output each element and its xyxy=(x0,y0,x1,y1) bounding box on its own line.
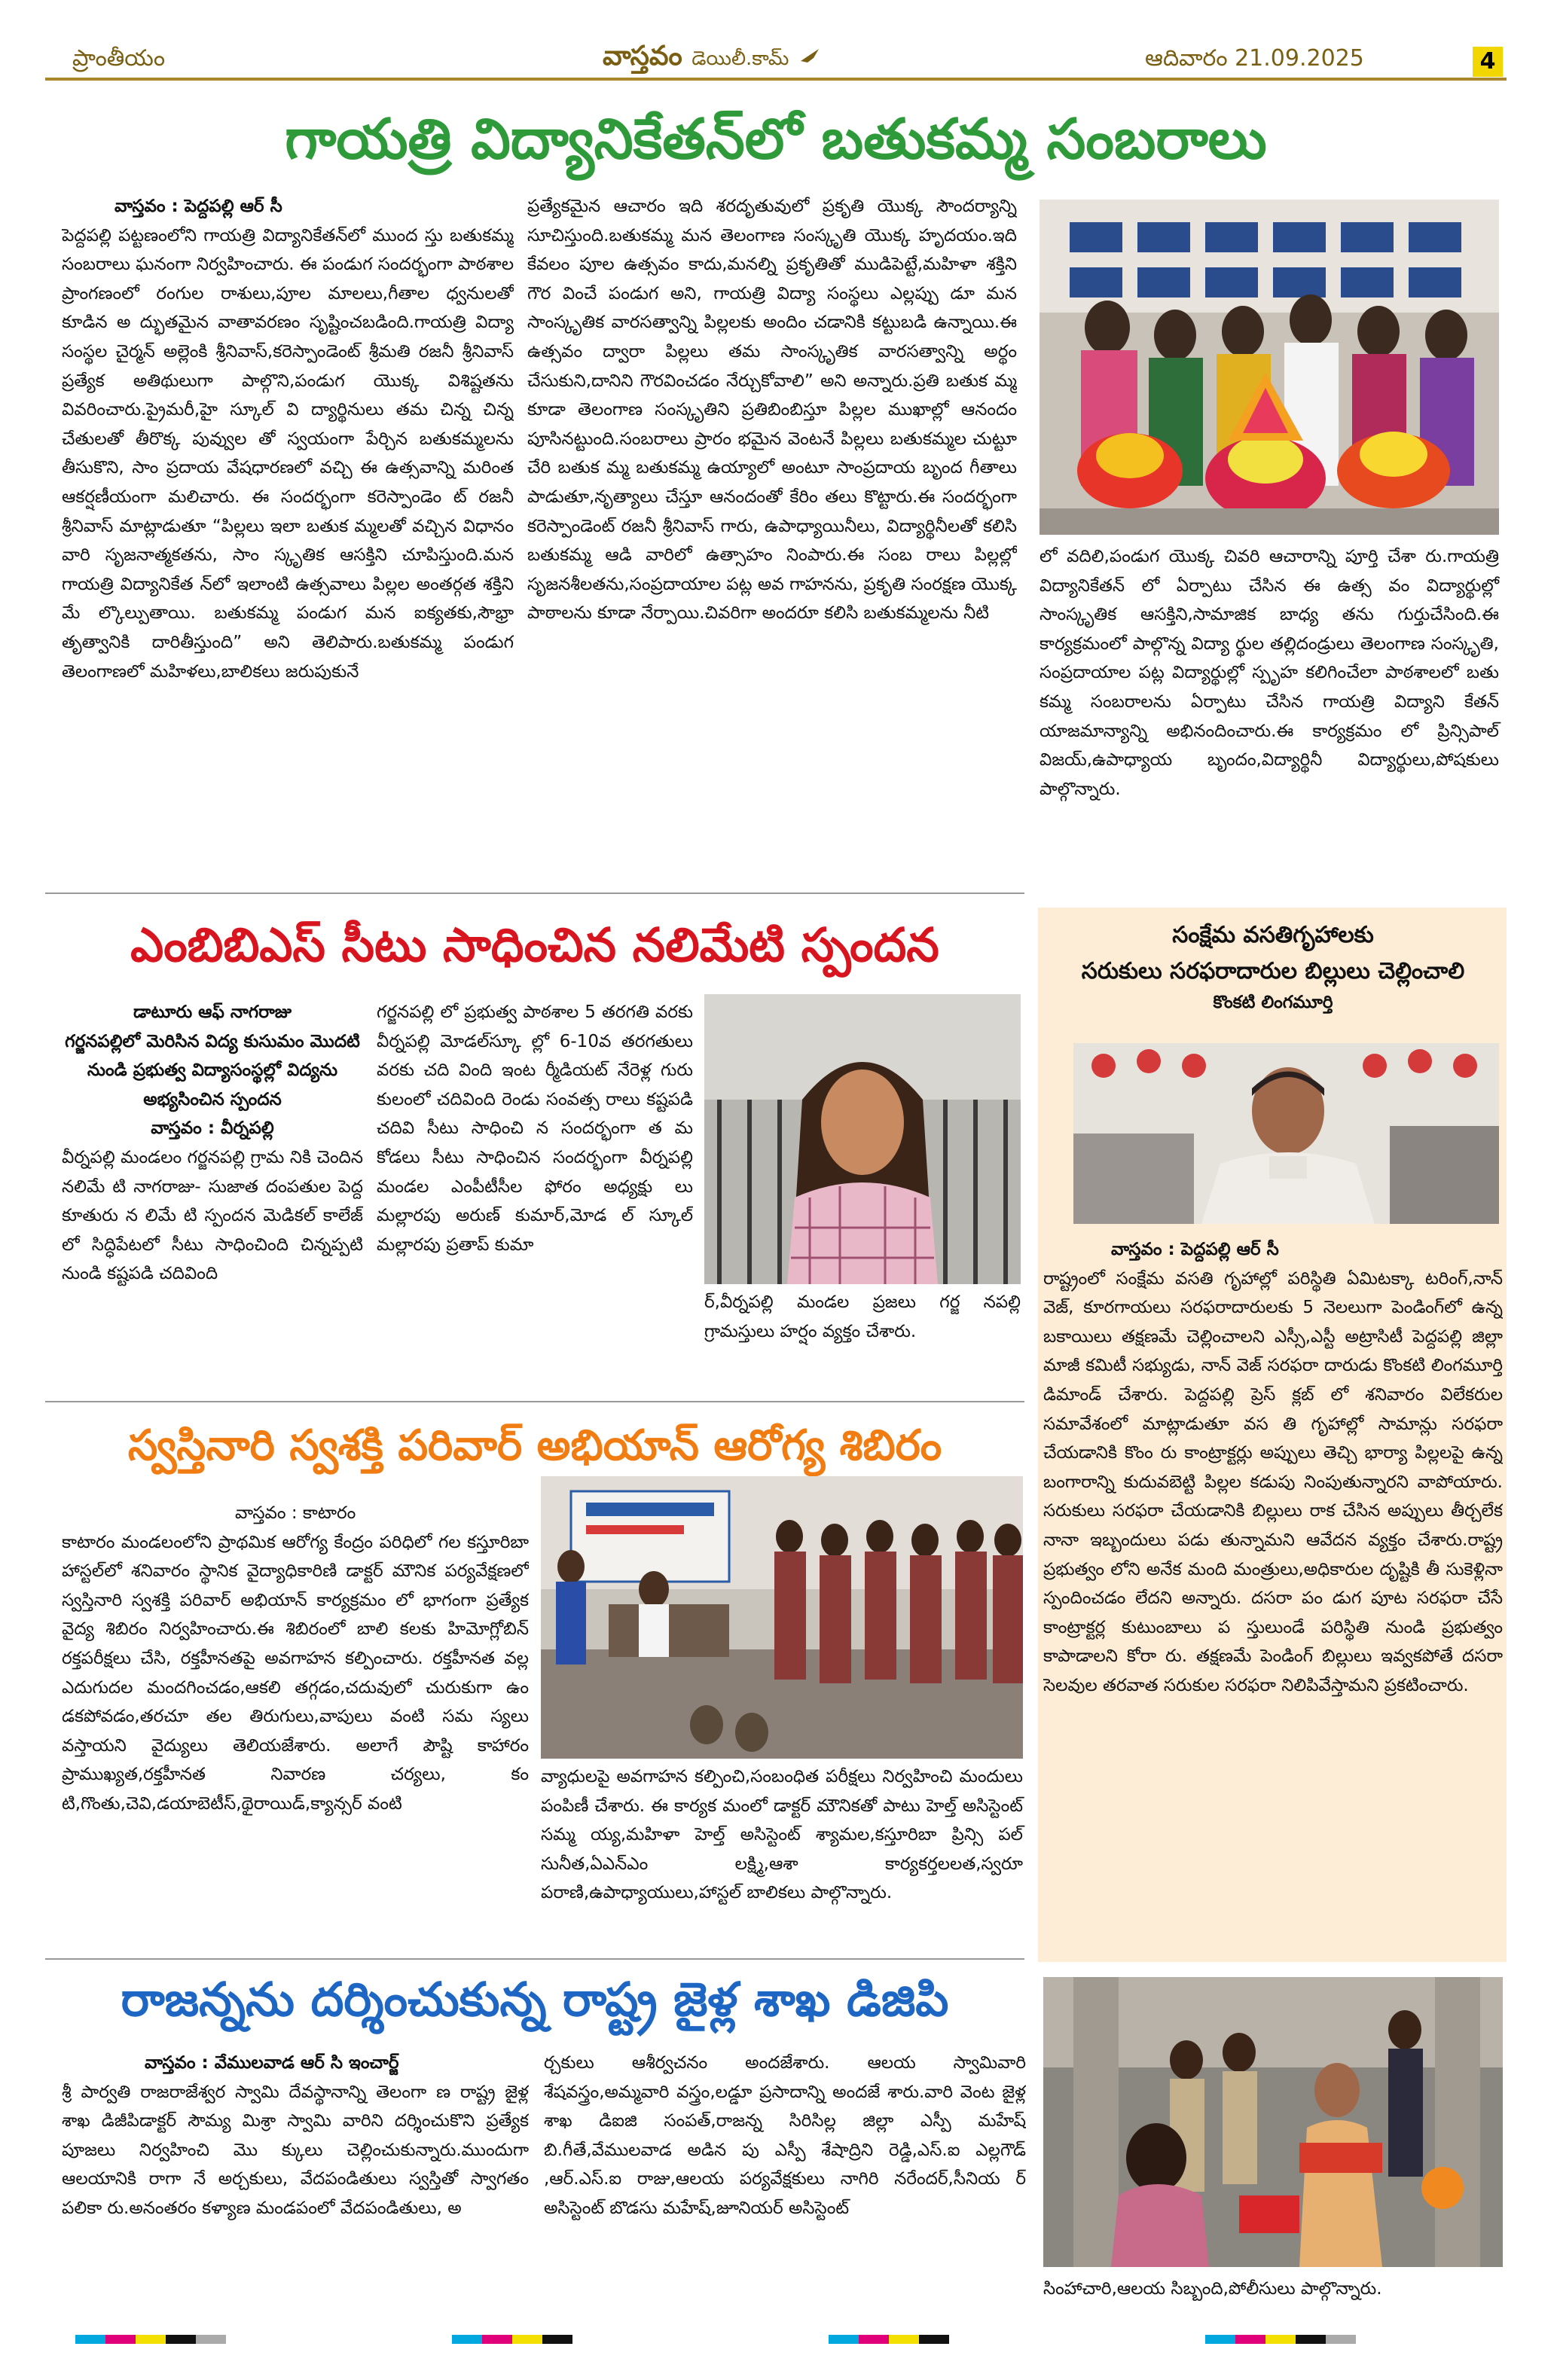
sidebar-byline: వాస్తవం : పెద్దపల్లి ఆర్ సీ xyxy=(1111,1240,1279,1259)
paper-suffix: డెయిలీ.కామ్ xyxy=(691,47,789,70)
story2-text-2: గర్జనపల్లి లో ప్రభుత్వ పాఠశాల 5 తరగతి వరకు వీర్నపల్లి మోడల్‌స్కూ ల్లో 6-10వ తరగతులు వరకు చది వింది ఇంట ర్మీడియట్ నేరెళ్ల గురు కులంలో చదివింది రెండు సంవత్స రాలు కష్టపడి చదివి సీటు సాధించి న సందర్భంగా త మ కోడలు సీటు సాధించిన సందర్భంగా వీర్నపల్లి మండల ఎంపీటీసీల ఫోరం అధ్యక్షు లు మల్లారపు అరుణ్ కుమార్,మోడ ల్ స్కూల్ మల్లారపు ప్రతాప్ కుమా xyxy=(377,1002,693,1255)
health-camp-photo xyxy=(541,1476,1023,1759)
story1-headline: గాయత్రి విద్యానికేతన్‌లో బతుకమ్మ సంబరాలు xyxy=(285,107,1267,172)
story4-text-1: శ్రీ పార్వతి రాజరాజేశ్వర స్వామి దేవస్థానాన్ని తెలంగా ణ రాష్ట్ర జైళ్ల శాఖ డిజీపిడాక్టర్ సౌమ్య మిశ్రా స్వామి వారిని దర్శించుకొని ప్రత్యేక పూజలు నిర్వహించి మొ క్కులు చెల్లించుకున్నారు.ముందుగా ఆలయానికి రాగా నే అర్చకులు, వేదపండితులు స్వస్తితో స్వాగతం పలికా రు.అనంతరం కళ్యాణ మండపంలో వేదపండితులు, అ xyxy=(62,2082,529,2218)
divider xyxy=(45,1401,1024,1402)
story3-continued: వ్యాధులపై అవగాహన కల్పించి,సంబంధిత పరీక్షలు నిర్వహించి మందులు పంపిణీ చేశారు. ఈ కార్యక మంలో డాక్టర్ మౌనికతో పాటు హెల్త్ అసిస్టెంట్ సమ్మ య్య,మహిళా హెల్త్ అసిస్టెంట్ శ్యామల,కస్తూరిబా ప్రిన్సి పల్ సునీత,ఏఎన్ఎం లక్ష్మి,ఆశా కార్యకర్తలలత,స్వరూ పరాణి,ఉపాధ్యాయులు,హాస్టల్ బాలికలు పాల్గొన్నారు. xyxy=(541,1767,1023,1903)
divider xyxy=(45,892,1024,894)
story4-text-2: ర్చకులు ఆశీర్వచనం అందజేశారు. ఆలయ స్వామివారి శేషవస్త్రం,అమ్మవారి వస్త్రం,లడ్డూ ప్రసాదాన్ని అందజే శారు.వారి వెంట జైళ్ల శాఖ డిఐజి సంపత్,రాజన్న సిరిసిల్ల జిల్లా ఎస్పీ మహేష్ బి.గీతే,వేములవాడ అడిన పు ఎస్పీ శేషాద్రిని రెడ్డి,ఎస్.ఐ ఎల్లగౌడ్ ,ఆర్.ఎస్.ఐ రాజు,ఆలయ పర్యవేక్షకులు నాగిరి నరేందర్,సీనియ ర్ అసిస్టెంట్ బొడసు మహేష్,జూనియర్ అసిస్టెంట్ xyxy=(544,2053,1026,2218)
story1-text-2: ప్రత్యేకమైన ఆచారం ఇది శరదృతువులో ప్రకృతి యొక్క సౌందర్యాన్ని సూచిస్తుంది.బతుకమ్మ మన తెలంగాణ సంస్కృతి యొక్క హృదయం.ఇది కేవలం పూల ఉత్సవం కాదు,మనల్ని ప్రకృతితో ముడిపెట్టే,మహిళా శక్తిని గౌర వించే పండుగ అని, గాయత్రి విద్యా సంస్థలు ఎల్లప్పు డూ మన సాంస్కృతిక వారసత్వాన్ని పిల్లలకు అందిం చడానికి కట్టుబడి ఉన్నాయి.ఈ ఉత్సవం ద్వారా పిల్లలు తమ సాంస్కృతిక వారసత్వాన్ని అర్థం చేసుకుని,దానిని గౌరవించడం నేర్చుకోవాలి” అని అన్నారు.ప్రతి బతుక మ్మ కూడా తెలంగాణ సంస్కృతిని ప్రతిబింబిస్తూ పిల్లల ముఖాల్లో ఆనందం పూసినట్టుంది.సంబరాలు ప్రారం భమైన వెంటనే పిల్లలు బతుకమ్మల చుట్టూ చేరి బతుక మ్మ బతుకమ్మ ఉయ్యాలో అంటూ సాంప్రదాయ బృంద గీతాలు పాడుతూ,నృత్యాలు చేస్తూ ఆనందంతో కేరిం తలు కొట్టారు.ఈ సందర్భంగా కరెస్పాండెంట్ రజనీ శ్రీనివాస్ గారు, ఉపాధ్యాయినీలు, విద్యార్థినీలతో కలిసి బతుకమ్మ ఆడి వారిలో ఉత్సాహం నింపారు.ఈ సంబ రాలు పిల్లల్లో సృజనశీలతను,సంప్రదాయాల పట్ల అవ గాహనను, ప్రకృతి సంరక్షణ యొక్క పాఠాలను కూడా నేర్పాయి.చివరిగా అందరూ కలిసి బతుకమ్మలను నీటి xyxy=(527,197,1017,624)
story4-continued: సింహాచారి,ఆలయ సిబ్బంది,పోలీసులు పాల్గొన్నారు. xyxy=(1043,2279,1382,2299)
story3-column-1 xyxy=(62,1499,529,1951)
story2-text-1: వీర్నపల్లి మండలం గర్జనపల్లి గ్రామ నికి చెందిన నలిమే టి నాగరాజు- సుజాత దంపతుల పెద్ద కూతురు న లిమే టి స్పందన మెడికల్ కాలేజ్ లో సిద్ధిపేటలో సీటు సాధించింది చిన్నప్పటి నుండి కష్టపడి చదివింది xyxy=(62,1147,363,1284)
story3-byline: వాస్తవం : కాటారం xyxy=(235,1503,356,1523)
sidebar-text: రాష్ట్రంలో సంక్షేమ వసతి గృహాల్లో పరిస్థితి ఏమిటక్కా టరింగ్,నాన్ వెజ్, కూరగాయలు సరఫరాదారులకు 5 నెలలుగా పెండింగ్‌లో ఉన్న బకాయిలు తక్షణమే చెల్లించాలని ఎస్సీ,ఎస్టీ అట్రాసిటీ పెద్దపల్లి జిల్లా మాజీ కమిటీ సభ్యుడు, నాన్ వెజ్ సరఫరా దారుడు కొంకటి లింగమూర్తి డిమాండ్ చేశారు. పెద్దపల్లి ప్రెస్ క్లబ్ లో శనివారం విలేకరుల సమావేశంలో మాట్లాడుతూ వస తి గృహాల్లో సామాన్లు సరఫరా చేయడానికి కొంం రు కాంట్రాక్టర్లు అప్పులు తెచ్చి భార్యా పిల్లలపై ఉన్న బంగారాన్ని కుదువబెట్టి పిల్లల కడుపు నింపుతున్నారని వాపోయారు. సరుకులు సరఫరా చేయడానికి బిల్లులు రాక చేసిన అప్పులు తీర్చలేక నానా ఇబ్బందులు పడు తున్నామని ఆవేదన వ్యక్తం చేశారు.రాష్ట్ర ప్రభుత్వం లోని అనేక మంది మంత్రులు,అధికారుల దృష్టికి తీ సుకెళ్లినా స్పందించడం లేదని అన్నారు. దసరా పం డుగ పూట సరఫరా చేసే కాంట్రాక్టర్ల కుటుంబాలు ప స్తులుండే పరిస్థితి నుండి ప్రభుత్వం కాపాడాలని కోరా రు. తక్షణమే పెండింగ్ బిల్లులు ఇవ్వకపోతే దసరా సెలవుల తరవాత సరుకుల సరఫరా నిలిపివేస్తామని ప్రకటించారు. xyxy=(1043,1268,1503,1695)
story4-column-2 xyxy=(544,2049,1026,2320)
story2-headline: ఎంబిబిఎస్ సీటు సాధించిన నలిమేటి స్పందన xyxy=(130,917,939,972)
story2-column-2 xyxy=(377,998,693,1390)
story1-column-1 xyxy=(62,192,514,885)
story2-byline: డాటూరు ఆఫ్ నాగరాజు xyxy=(133,1002,292,1022)
temple-visit-photo xyxy=(1043,1977,1503,2267)
bathukamma-celebration-photo xyxy=(1040,200,1499,535)
sidebar-title-line-1: సంక్షేమ వసతిగృహాలకు xyxy=(1172,922,1374,948)
story1-text-1: పెద్దపల్లి పట్టణంలోని గాయత్రి విద్యానికేతన్‌లో ముంద స్తు బతుకమ్మ సంబరాలు ఘనంగా నిర్వహించారు. ఈ పండుగ సందర్భంగా పాఠశాల ప్రాంగణంలో రంగుల రాశులు,పూల మాలలు,గీతాల ధ్వనులతో కూడిన అ ద్భుతమైన వాతావరణం సృష్టించబడింది.గాయత్రి విద్యా సంస్థల చైర్మన్ అల్లెంకి శ్రీనివాస్,కరెస్పాండెంట్ శ్రీమతి రజనీ శ్రీనివాస్ ప్రత్యేక అతిథులుగా పాల్గొని,పండుగ యొక్క విశిష్టతను వివరించారు.ప్రైమరీ,హై స్కూల్ వి ద్యార్థినులు తమ చిన్న చిన్న చేతులతో తీరొక్క పువ్వుల తో స్వయంగా పేర్చిన బతుకమ్మలను తీసుకొని, సాం ప్రదాయ వేషధారణలో వచ్చి ఈ ఉత్సవాన్ని మరింత ఆకర్షణీయంగా మలిచారు. ఈ సందర్భంగా కరెస్పాండెం ట్ రజనీ శ్రీనివాస్ మాట్లాడుతూ “పిల్లలు ఇలా బతుక మ్మలతో వచ్చిన విధానం వారి సృజనాత్మకతను, సాం స్కృతిక ఆసక్తిని చూపిస్తుంది.మన గాయత్రి విద్యానికేత న్‌లో ఇలాంటి ఉత్సవాలు పిల్లల అంతర్గత శక్తిని మే ల్కొల్పుతాయి. బతుకమ్మ పండుగ మన ఐక్యతకు,సౌభ్రా తృత్వానికి దారితీస్తుంది” అని తెలిపారు.బతుకమ్మ పండుగ తెలంగాణలో మహిళలు,బాలికలు జరుపుకునే xyxy=(62,225,514,682)
paper-title: వాస్తవం xyxy=(603,41,682,72)
story2-subhead: గర్జనపల్లిలో మెరిసిన విద్య కుసుమం మొదటి నుండి ప్రభుత్వ విద్యాసంస్థల్లో విద్యను అభ్యసించిన స్పందన xyxy=(65,1031,360,1109)
student-portrait-photo xyxy=(704,994,1021,1284)
story1-column-2 xyxy=(527,192,1017,885)
story4-headline: రాజన్నను దర్శించుకున్న రాష్ట్ర జైళ్ల శాఖ డిజిపి xyxy=(121,1972,949,2027)
story2-dateline: వాస్తవం : వీర్నపల్లి xyxy=(151,1118,274,1139)
issue-date: ఆదివారం 21.09.2025 xyxy=(1145,45,1364,72)
story1-continued: లో వదిలి,పండుగ యొక్క చివరి ఆచారాన్ని పూర్తి చేశా రు.గాయత్రి విద్యానికేతన్ లో ఏర్పాటు చేసిన ఈ ఉత్స వం విద్యార్థుల్లో సాంస్కృతిక ఆసక్తిని,సామాజిక బాధ్య తను గుర్తుచేసింది.ఈ కార్యక్రమంలో పాల్గొన్న విద్యా ర్థుల తల్లిదండ్రులు తెలంగాణ సంస్కృతి, సంప్రదాయాల పట్ల విద్యార్థుల్లో స్పృహ కలిగించేలా పాఠశాలలో బతు కమ్మ సంబరాలను ఏర్పాటు చేసిన గాయత్రి విద్యాని కేతన్ యాజమాన్యాన్ని అభినందించారు.ఈ కార్యక్రమం లో ప్రిన్సిపాల్ విజయ్,ఉపాధ్యాయ బృందం,విద్యార్థినీ విద్యార్థులు,పోషకులు పాల్గొన్నారు. xyxy=(1040,547,1500,799)
story2-continued: ర్,వీర్నపల్లి మండల ప్రజలు గర్జ నపల్లి గ్రామస్తులు హర్షం వ్యక్తం చేశారు. xyxy=(704,1292,1021,1341)
story2-column-1 xyxy=(62,998,363,1390)
story3-headline: స్వస్తినారి స్వశక్తి పరివార్ అభియాన్ ఆరోగ్య శిబిరం xyxy=(127,1421,942,1470)
story1-byline: వాస్తవం : పెద్దపల్లి ఆర్ సీ xyxy=(114,197,282,216)
sidebar-author: కొంకటి లింగమూర్తి xyxy=(1213,993,1333,1012)
sidebar-title-line-2: సరుకులు సరఫరాదారుల బిల్లులు చెల్లించాలి xyxy=(1081,958,1465,984)
paper-name xyxy=(603,41,821,78)
story4-byline: వాస్తవం : వేములవాడ ఆర్ సి ఇంచార్జ్ xyxy=(145,2053,399,2073)
man-portrait-photo xyxy=(1073,1043,1499,1224)
story4-column-1 xyxy=(62,2049,529,2320)
section-label: ప్రాంతీయం xyxy=(72,45,166,72)
sidebar-column xyxy=(1043,1235,1503,1958)
page-number: 4 xyxy=(1473,47,1503,77)
story3-text-1: కాటారం మండలంలోని ప్రాథమిక ఆరోగ్య కేంద్రం పరిధిలో గల కస్తూరిబా హాస్టల్‌లో శనివారం స్థానిక వైద్యాధికారిణి డాక్టర్ మౌనిక పర్యవేక్షణలో స్వస్తినారి స్వశక్తి పరివార్ అభియాన్ కార్యక్రమం లో భాగంగా ప్రత్యేక వైద్య శిబిరం నిర్వహించారు.ఈ శిబిరంలో బాలి కలకు హిమోగ్లోబిన్ రక్తపరీక్షలు చేసి, రక్తహీనతపై అవగాహన కల్పించారు. రక్తహీనత వల్ల ఎదుగుదల మందగించడం,ఆకలి తగ్గడం,చదువులో చురుకుగా ఉం డకపోవడం,తరచూ తల తిరుగులు,వాపులు వంటి సమ స్యలు వస్తాయని వైద్యులు తెలియజేశారు. అలాగే పౌష్టి కాహారం ప్రాముఖ్యత,రక్తహీనత నివారణ చర్యలు, కం టి,గొంతు,చెవి,డయాబెటీస్,థైరాయిడ్,క్యాన్సర్ వంటి xyxy=(62,1532,529,1814)
divider xyxy=(45,1958,1024,1960)
bird-logo-icon xyxy=(798,46,821,69)
